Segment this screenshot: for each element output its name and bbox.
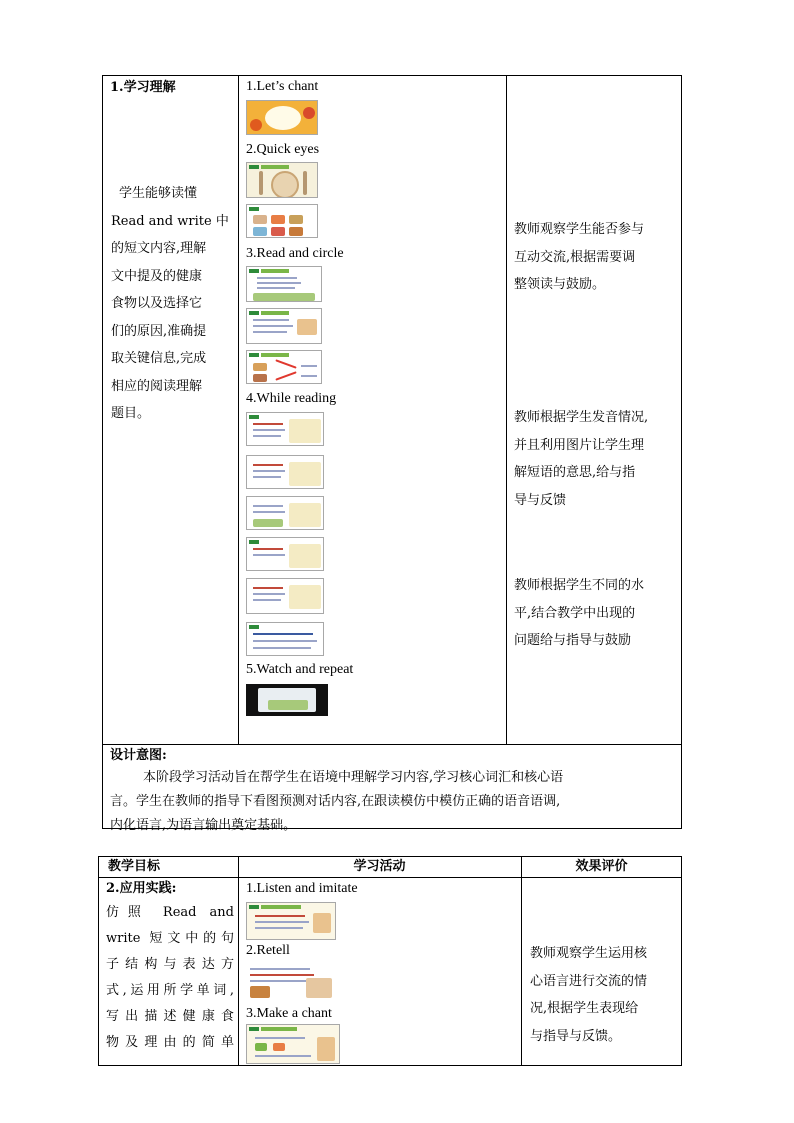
activity-while-reading: 4.While reading [246,391,337,406]
objective-line: 的短文内容,理解 [111,241,207,256]
evaluation-line: 整领读与鼓励。 [514,277,606,292]
slide-thumbnail [246,266,322,302]
slide-thumbnail [246,622,324,656]
slide-thumbnail [246,578,324,614]
evaluation-text-3 [514,572,680,655]
evaluation-line: 平,结合教学中出现的 [514,605,636,621]
slide-thumbnail [246,162,318,198]
activity-retell: 2.Retell [246,943,290,958]
objective-line: 取关键信息,完成 [111,351,207,366]
activity-watch-and-repeat: 5.Watch and repeat [246,662,354,677]
objective-text [111,180,233,428]
slide-thumbnail [246,308,322,344]
activity-make-a-chant: 3.Make a chant [246,1006,332,1021]
evaluation-line: 并且利用图片让学生理 [514,437,645,453]
objective-line: 学生能够读懂 [119,186,198,201]
header-objective: 教学目标 [108,859,161,874]
evaluation-line: 导与反馈 [514,492,567,508]
objective-line: 子结构与表达方 [106,957,234,972]
objective-line: 相应的阅读理解 [111,378,203,394]
evaluation-line: 教师观察学生能否参与 [514,222,645,237]
objective-line: 们的原因,准确提 [111,323,207,339]
activity-listen-and-imitate: 1.Listen and imitate [246,881,358,896]
evaluation-line: 况,根据学生表现给 [530,1001,639,1016]
objective-line: 写出描述健康食 [106,1009,234,1024]
design-intent-title: 设计意图: [110,748,167,763]
evaluation-line: 教师根据学生发音情况, [514,410,649,425]
slide-thumbnail [246,204,318,238]
objective-title: 1.学习理解 [110,80,176,95]
evaluation-text-4 [530,940,678,1050]
slide-thumbnail [246,1024,340,1064]
evaluation-text-1 [514,216,680,299]
objective-line: 食物以及选择它 [111,296,203,311]
video-thumbnail[interactable] [246,684,328,716]
slide-thumbnail [246,964,336,1000]
evaluation-line: 心语言进行交流的情 [530,973,648,989]
design-intent-line: 内化语言,为语言输出奠定基础。 [110,818,297,833]
design-intent-line: 言。学生在教师的指导下看图预测对话内容,在跟读模仿中模仿正确的语音语调, [110,794,561,809]
slide-thumbnail [246,100,318,135]
activity-read-and-circle: 3.Read and circle [246,246,344,261]
objective-line: Read and write 中 [111,213,229,229]
objective-line: 物及理由的简单 [106,1035,234,1050]
evaluation-line: 教师观察学生运用核 [530,946,648,961]
evaluation-text-2 [514,404,682,514]
slide-thumbnail [246,350,322,384]
objective-line: 式,运用所学单词, [106,983,234,998]
objective-title-2: 2.应用实践: [106,881,177,896]
slide-thumbnail [246,412,324,446]
evaluation-line: 教师根据学生不同的水 [514,578,645,593]
objective-line: 文中提及的健康 [111,268,203,284]
slide-thumbnail [246,496,324,530]
header-evaluation: 效果评价 [575,859,628,874]
evaluation-line: 问题给与指导与鼓励 [514,633,632,648]
objective-line: 仿照 Read and [106,905,234,920]
activity-quick-eyes: 2.Quick eyes [246,142,320,157]
slide-thumbnail [246,455,324,489]
slide-thumbnail [246,902,336,940]
header-activities: 学习活动 [353,859,406,874]
objective-text-2 [106,900,234,1056]
design-intent-line: 本阶段学习活动旨在帮学生在语境中理解学习内容,学习核心词汇和核心语 [143,770,564,785]
design-intent-text [110,766,678,838]
objective-line: write 短文中的句 [106,931,234,946]
slide-thumbnail [246,537,324,571]
activity-lets-chant: 1.Let’s chant [246,79,319,94]
evaluation-line: 解短语的意思,给与指 [514,465,636,480]
objective-line: 题目。 [111,406,151,421]
evaluation-line: 互动交流,根据需要调 [514,249,636,265]
evaluation-line: 与指导与反馈。 [530,1028,622,1044]
